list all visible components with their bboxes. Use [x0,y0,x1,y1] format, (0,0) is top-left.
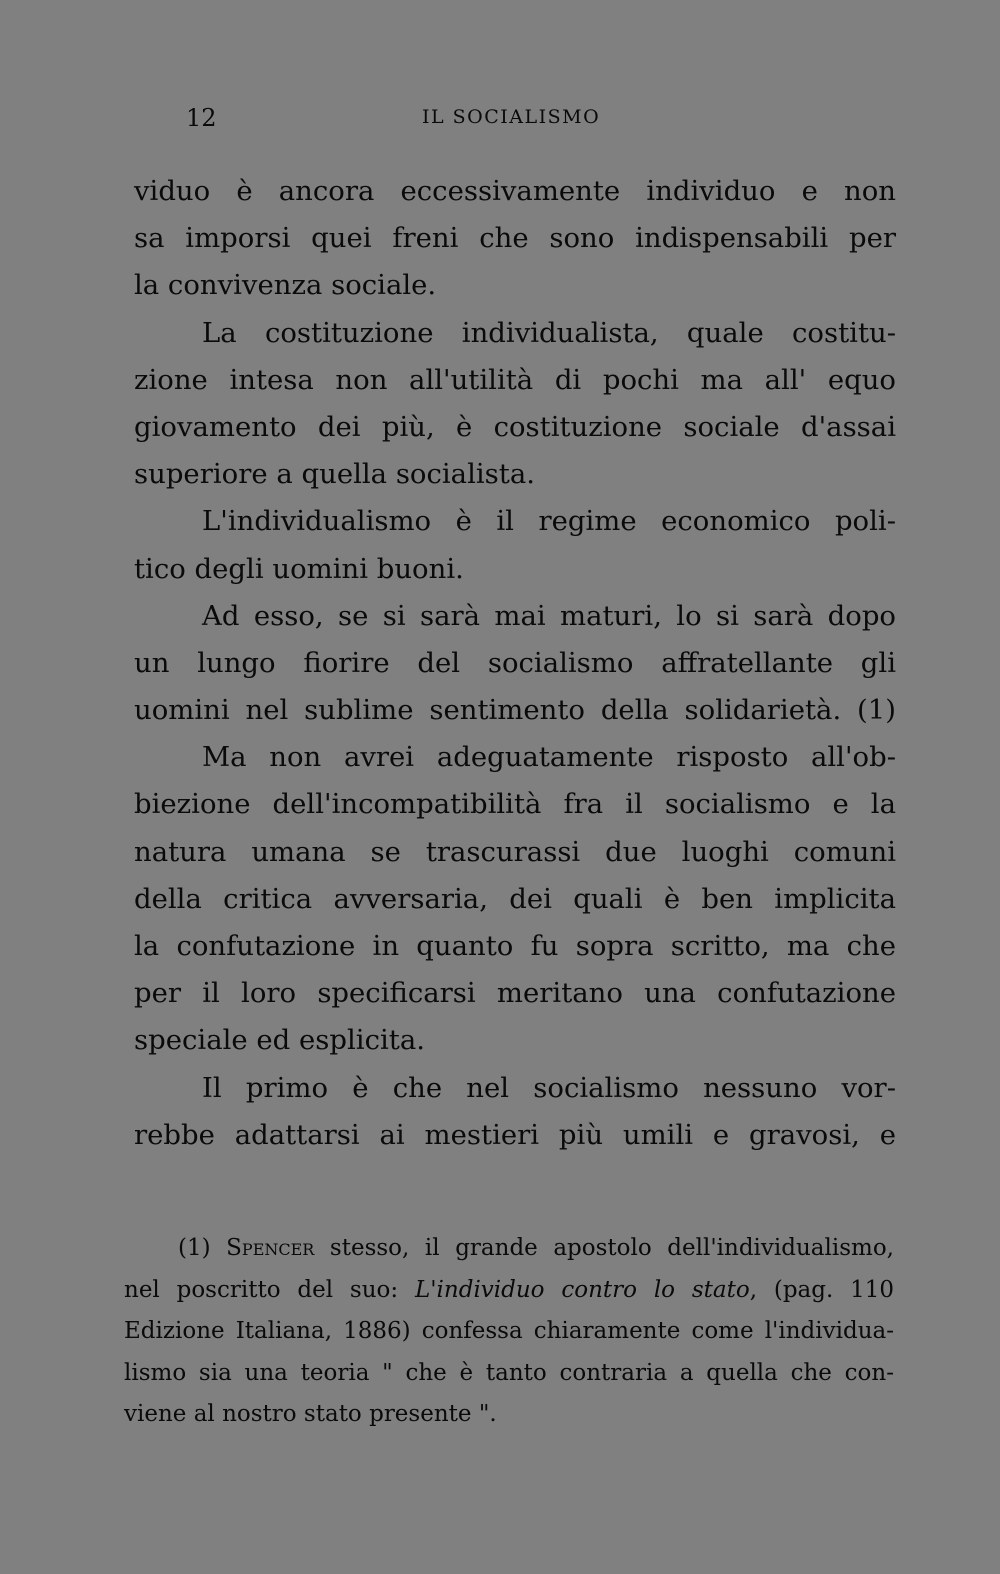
footnote-text: , (pag. 110 [749,1276,895,1303]
text-line: zione intesa non all'utilità di pochi ma all' equo [134,363,896,396]
text-line: della critica avversaria, dei quali è ben implicita [134,882,896,915]
footnote-line: Edizione Italiana, 1886) confessa chiaramente come l'individua- [124,1318,894,1345]
footnote-line: lismo sia una teoria " che è tanto contraria a quella che con- [124,1359,894,1386]
running-title: IL SOCIALISMO [422,106,601,128]
body-text [134,168,896,1159]
text-line: natura umana se trascurassi due luoghi comuni [134,835,896,868]
text-line: L'individualismo è il regime economico poli- [202,505,896,538]
text-line: biezione dell'incompatibilità fra il socialismo e la [134,788,896,821]
text-line: Il primo è che nel socialismo nessuno vor- [202,1071,896,1104]
text-line: superiore a quella socialista. [134,458,535,491]
text-line: la confutazione in quanto fu sopra scritto, ma che [134,930,896,962]
text-line: Ad esso, se si sarà mai maturi, lo si sarà dopo [202,599,896,632]
text-line: rebbe adattarsi ai mestieri più umili e gravosi, e [134,1118,896,1151]
footnote-text: nel poscritto del suo: [124,1276,399,1303]
text-line: per il loro specificarsi meritano una confutazione [134,977,896,1010]
footnote [124,1228,894,1436]
text-line: giovamento dei più, è costituzione sociale d'assai [134,410,896,443]
footnote-line: viene al nostro stato presente ". [124,1401,497,1428]
footnote-line [124,1270,894,1312]
text-line: uomini nel sublime sentimento della solidarietà. (1) [134,694,896,727]
text-line: La costituzione individualista, quale costitu- [202,316,896,349]
footnote-author: Spencer [226,1235,315,1261]
text-line: tico degli uomini buoni. [134,552,464,585]
text-line: viduo è ancora eccessivamente individuo e non [134,175,896,207]
footnote-line [124,1228,894,1270]
footnote-text: stesso, il grande apostolo dell'individualismo, [329,1235,894,1261]
footnote-book-title: L'individuo contro lo stato [414,1276,750,1303]
running-head [186,104,606,134]
text-line: un lungo fiorire del socialismo affratellante gli [134,646,896,679]
page-number: 12 [186,104,217,132]
text-line: sa imporsi quei freni che sono indispensabili per [134,222,896,255]
footnote-marker: (1) [178,1235,211,1261]
text-line: la convivenza sociale. [134,269,437,302]
text-line: speciale ed esplicita. [134,1024,425,1057]
text-line: Ma non avrei adeguatamente risposto all'ob- [202,741,896,774]
